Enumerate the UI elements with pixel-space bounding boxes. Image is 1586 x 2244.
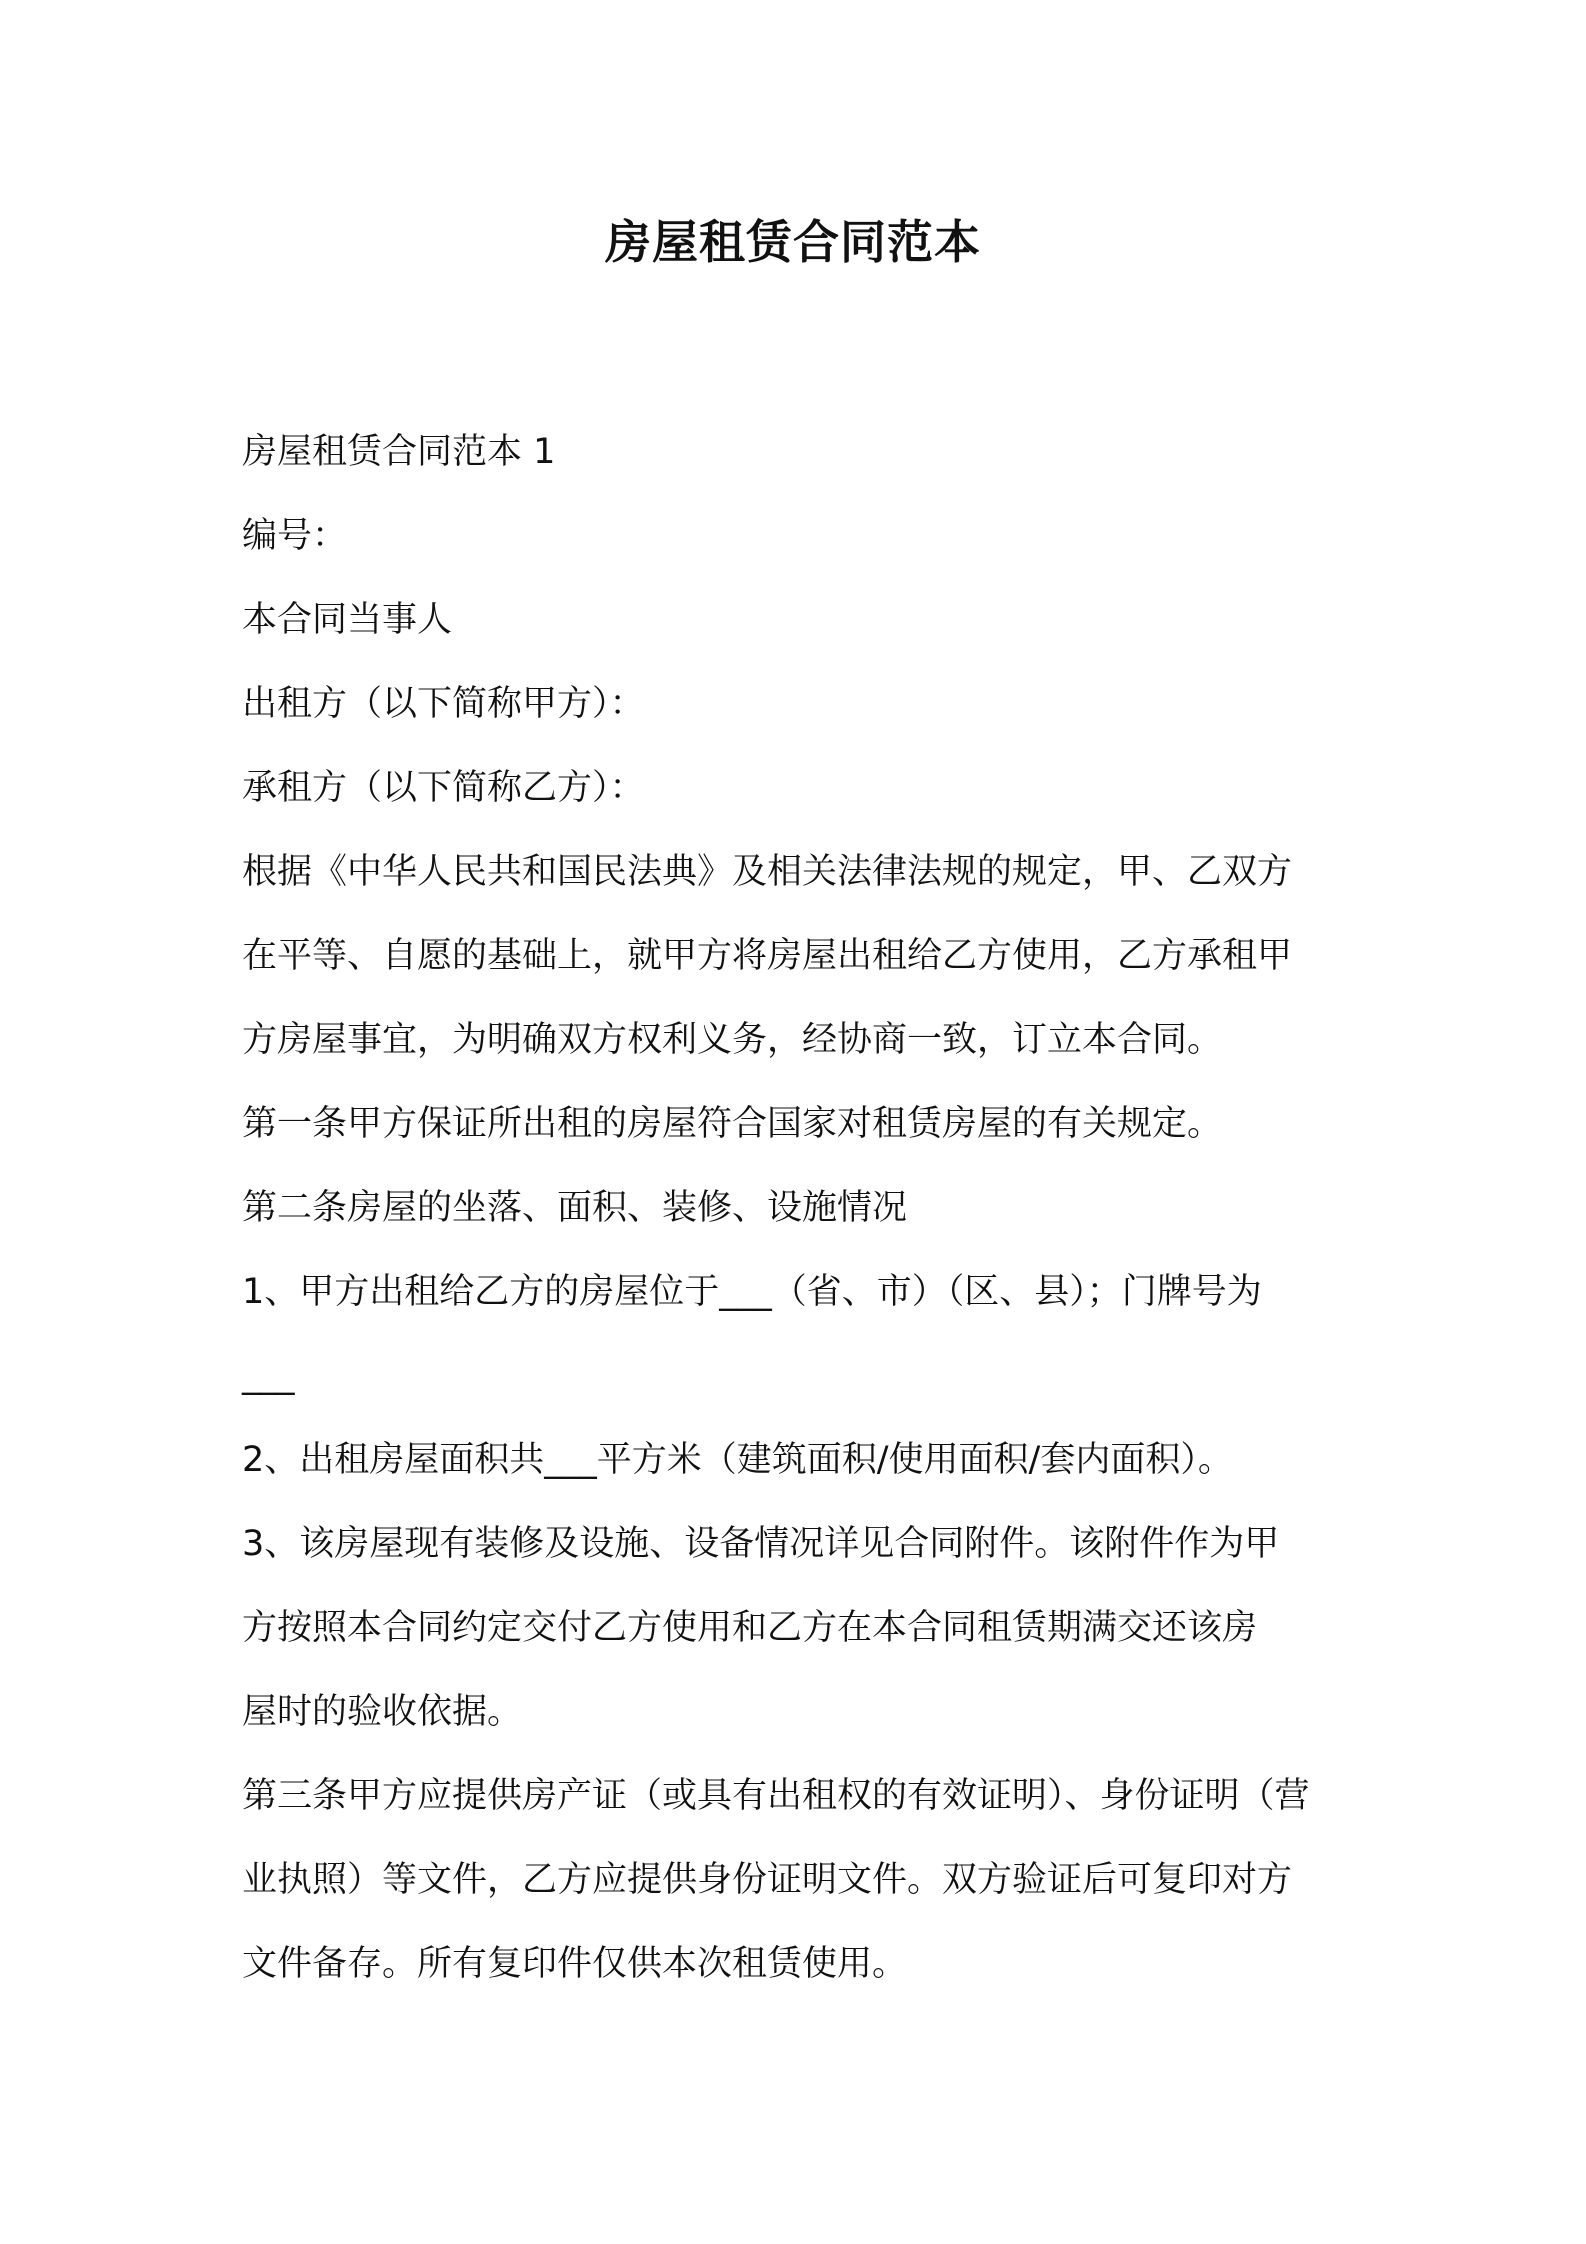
document-title: 房屋租赁合同范本 xyxy=(605,215,981,269)
preamble-line-3: 方房屋事宜，为明确双方权利义务，经协商一致，订立本合同。 xyxy=(242,1020,1223,1060)
parties-heading: 本合同当事人 xyxy=(242,600,453,640)
article-2-item-3-line-2: 方按照本合同约定交付乙方使用和乙方在本合同租赁期满交还该房 xyxy=(242,1608,1258,1648)
lessor-label: 出租方（以下简称甲方）： xyxy=(242,684,645,724)
article-3-line-2: 业执照）等文件，乙方应提供身份证明文件。双方验证后可复印对方 xyxy=(242,1860,1293,1900)
article-3-line-3: 文件备存。所有复印件仅供本次租赁使用。 xyxy=(242,1944,908,1984)
article-2-heading: 第二条房屋的坐落、面积、装修、设施情况 xyxy=(242,1188,908,1228)
article-2-item-1-line-1: 1、甲方出租给乙方的房屋位于___（省、市）（区、县）；门牌号为 xyxy=(242,1272,1262,1312)
section-heading: 房屋租赁合同范本 1 xyxy=(242,432,556,472)
preamble-line-2: 在平等、自愿的基础上，就甲方将房屋出租给乙方使用，乙方承租甲 xyxy=(242,936,1293,976)
article-3-line-1: 第三条甲方应提供房产证（或具有出租权的有效证明）、身份证明（营 xyxy=(242,1776,1310,1816)
contract-number-label: 编号： xyxy=(242,516,348,556)
document-body xyxy=(242,410,1352,2006)
lessee-label: 承租方（以下简称乙方）： xyxy=(242,768,645,808)
article-1: 第一条甲方保证所出租的房屋符合国家对租赁房屋的有关规定。 xyxy=(242,1104,1223,1144)
article-2-item-3-line-3: 屋时的验收依据。 xyxy=(242,1692,523,1732)
article-2-item-2: 2、出租房屋面积共___平方米（建筑面积/使用面积/套内面积）。 xyxy=(242,1440,1233,1480)
preamble-line-1: 根据《中华人民共和国民法典》及相关法律法规的规定，甲、乙双方 xyxy=(242,852,1293,892)
article-2-item-1-line-2: ___ xyxy=(242,1356,295,1396)
article-2-item-3-line-1: 3、该房屋现有装修及设施、设备情况详见合同附件。该附件作为甲 xyxy=(242,1524,1280,1564)
